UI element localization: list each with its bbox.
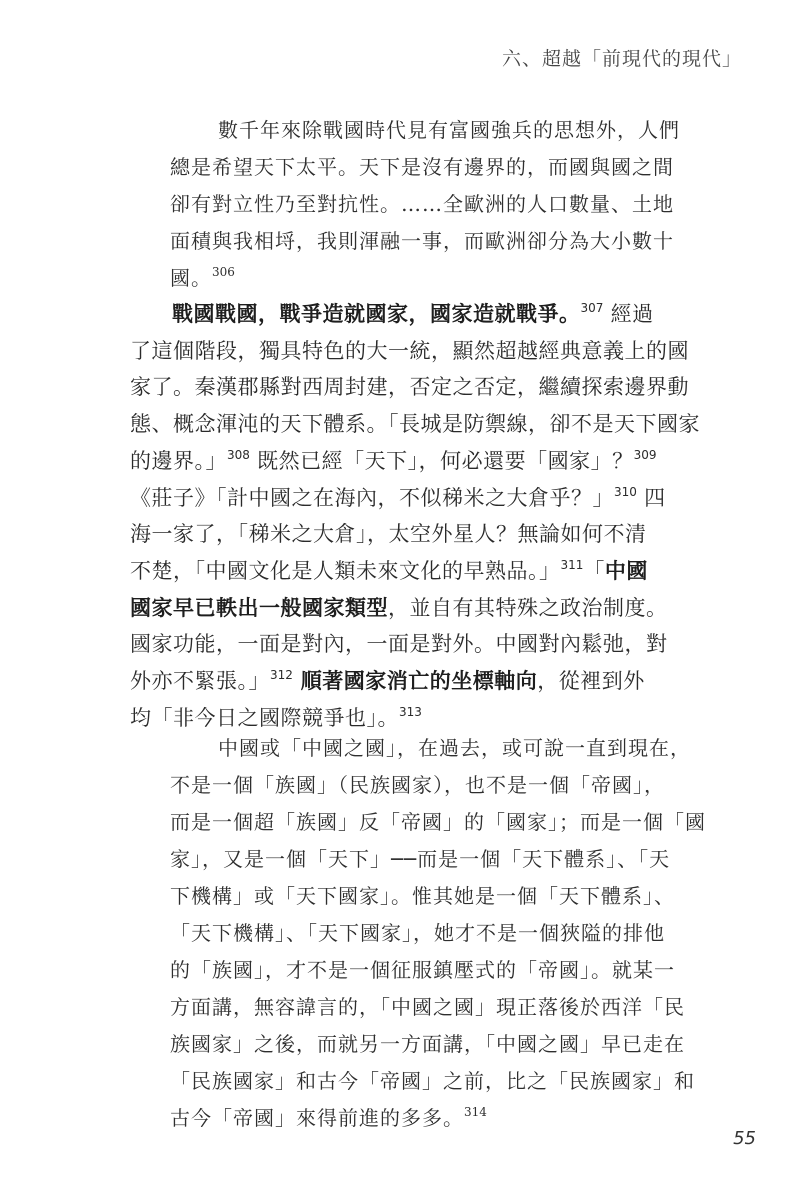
paragraph-line — [130, 443, 698, 480]
quote-line: 的「族國」，才不是一個征服鎮壓式的「帝國」。就某一 — [170, 958, 675, 982]
text: 經過 — [603, 302, 654, 326]
quote-line: 方面講，無容諱言的，「中國之國」現正落後於西洋「民 — [170, 995, 685, 1019]
quote-line: 族國家」之後，而就另一方面講，「中國之國」早已走在 — [170, 1032, 685, 1056]
text: 「 — [583, 558, 605, 583]
quote-line — [170, 1100, 698, 1137]
quote-line: 家」，又是一個「天下」──而是一個「天下體系」、「天 — [170, 847, 671, 871]
quote-line — [170, 260, 698, 297]
main-paragraph — [130, 296, 698, 736]
paragraph-line: 態、概念渾沌的天下體系。「長城是防禦線，卻不是天下國家 — [130, 412, 700, 437]
bold-phrase: 順著國家消亡的坐標軸向 — [292, 669, 538, 694]
text: 既然已經「天下」，何必還要「國家」？ — [249, 448, 634, 473]
footnote-ref-310: 310 — [614, 484, 637, 499]
running-header: 六、超越「前現代的現代」 — [501, 48, 742, 70]
footnote-ref-312: 312 — [270, 668, 293, 683]
quote-line: 不是一個「族國」（民族國家），也不是一個「帝國」， — [170, 773, 665, 797]
text: 四 — [636, 485, 666, 510]
bold-phrase: 國家早已軼出一般國家類型 — [130, 595, 388, 620]
footnote-ref-307: 307 — [580, 301, 604, 315]
quote-line: 中國或「中國之國」，在過去，或可說一直到現在， — [218, 736, 691, 760]
quote-line: 「天下機構」、「天下國家」，她才不是一個狹隘的排他 — [170, 921, 665, 945]
quote-text: 國。 — [170, 266, 212, 290]
text: 不楚，「中國文化是人類未來文化的早熟品。」 — [130, 558, 561, 583]
footnote-ref-314: 314 — [464, 1105, 487, 1119]
footnote-ref-308: 308 — [227, 447, 250, 462]
paragraph-line — [130, 480, 698, 517]
quote-line: 而是一個超「族國」反「帝國」的「國家」；而是一個「國 — [170, 810, 706, 834]
paragraph-line — [130, 663, 698, 700]
block-quote-314 — [170, 730, 706, 1137]
text: ，從裡到外 — [537, 669, 645, 694]
bold-phrase: 中國 — [604, 558, 648, 583]
paragraph-line: 國家功能，一面是對內，一面是對外。中國對內鬆弛，對 — [130, 632, 668, 657]
text: 的邊界。」 — [130, 448, 227, 473]
footnote-ref-311: 311 — [560, 557, 584, 572]
text: ，並自有其特殊之政治制度。 — [388, 595, 668, 620]
text: 外亦不緊張。」 — [130, 669, 270, 694]
paragraph-line: 了這個階段，獨具特色的大一統，顯然超越經典意義上的國 — [130, 338, 689, 363]
quote-line: 面積與我相埒，我則渾融一事，而歐洲卻分為大小數十 — [170, 229, 674, 253]
quote-line: 下機構」或「天下國家」。惟其她是一個「天下體系」、 — [170, 884, 675, 908]
paragraph-line — [130, 590, 698, 627]
page-number: 55 — [733, 1128, 756, 1149]
block-quote-306 — [170, 112, 698, 297]
footnote-ref-313: 313 — [399, 704, 422, 719]
paragraph-line — [130, 296, 698, 333]
paragraph-line — [130, 553, 698, 590]
paragraph-line: 海一家了，「稊米之大倉」，太空外星人？無論如何不清 — [130, 522, 647, 547]
quote-text: 古今「帝國」來得前進的多多。 — [170, 1106, 464, 1130]
text: 《莊子》「計中國之在海內，不似稊米之大倉乎？」 — [130, 485, 614, 510]
quote-line: 總是希望天下太平。天下是沒有邊界的，而國與國之間 — [170, 155, 674, 179]
text: 均「非今日之國際競爭也」。 — [130, 705, 399, 730]
paragraph-line: 家了。秦漢郡縣對西周封建，否定之否定，繼續探索邊界動 — [130, 375, 689, 400]
bold-phrase: 戰國戰國，戰爭造就國家，國家造就戰爭。 — [172, 302, 581, 326]
quote-line: 卻有對立性乃至對抗性。……全歐洲的人口數量、土地 — [170, 192, 674, 216]
quote-line: 「民族國家」和古今「帝國」之前，比之「民族國家」和 — [170, 1069, 695, 1093]
footnote-ref-309: 309 — [633, 447, 657, 462]
footnote-ref-306: 306 — [212, 265, 235, 279]
quote-line: 數千年來除戰國時代見有富國強兵的思想外，人們 — [218, 118, 680, 142]
